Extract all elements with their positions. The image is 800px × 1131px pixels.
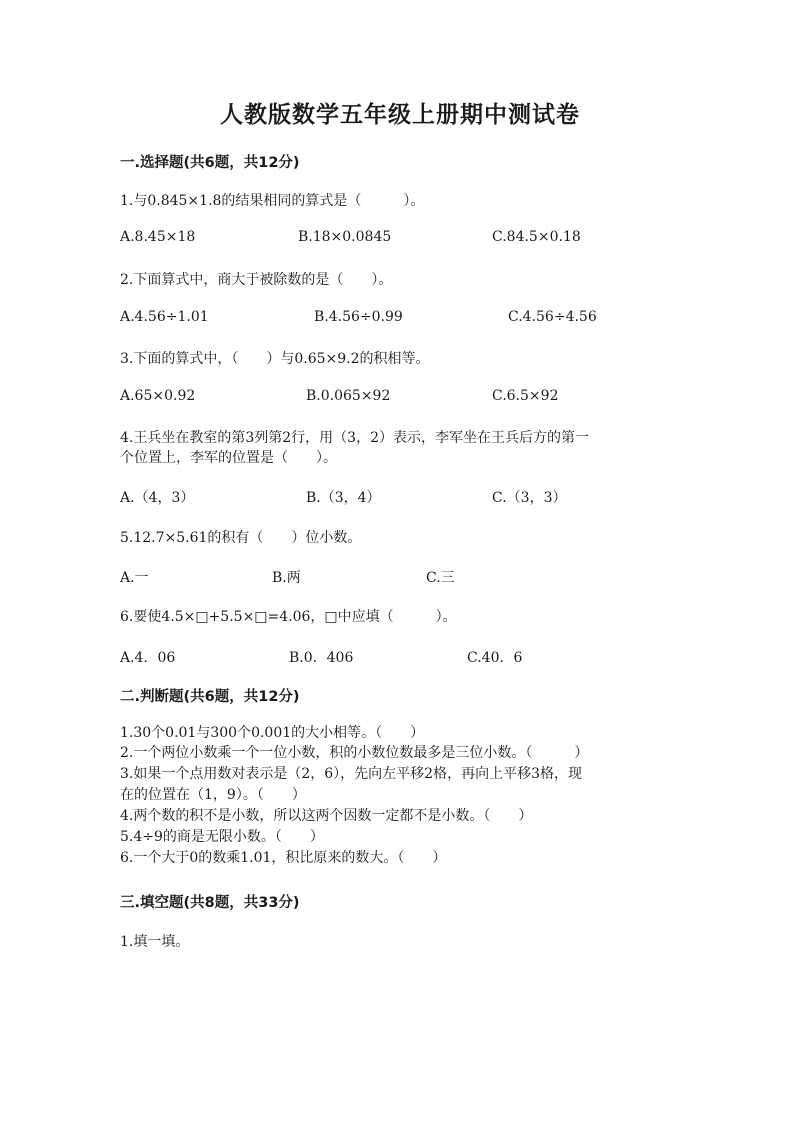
page-title: 人教版数学五年级上册期中测试卷	[220, 102, 580, 128]
option-c: C.三	[426, 570, 455, 586]
option-b: B.18×0.0845	[298, 229, 392, 245]
option-c: C.6.5×92	[492, 388, 559, 404]
option-a: A.4．06	[120, 650, 176, 666]
section-heading-choice: 一.选择题(共6题，共12分)	[120, 155, 300, 171]
true-false-item: 5.4÷9的商是无限小数。（ ）	[120, 829, 324, 845]
option-a: A.8.45×18	[120, 229, 196, 245]
option-a: A.（4，3）	[120, 490, 195, 506]
question-stem: 1.填一填。	[120, 934, 190, 950]
option-b: B.两	[272, 570, 301, 586]
option-c: C.（3，3）	[492, 490, 567, 506]
option-b: B.4.56÷0.99	[314, 309, 403, 325]
option-b: B.0．406	[289, 650, 354, 666]
true-false-item: 2.一个两位小数乘一个一位小数，积的小数位数最多是三位小数。（ ）	[120, 745, 589, 761]
question-stem: 5.12.7×5.61的积有（ ）位小数。	[120, 530, 362, 546]
true-false-item: 3.如果一个点用数对表示是（2，6），先向左平移2格，再向上平移3格，现	[120, 766, 582, 782]
question-stem: 6.要使4.5×□+5.5×□=4.06，□中应填（ ）。	[120, 609, 457, 625]
option-b: B.（3，4）	[306, 490, 381, 506]
option-b: B.0.065×92	[306, 388, 391, 404]
option-c: C.40．6	[467, 650, 523, 666]
option-a: A.4.56÷1.01	[120, 309, 209, 325]
true-false-item: 6.一个大于0的数乘1.01，积比原来的数大。（ ）	[120, 850, 447, 866]
true-false-item-continued: 在的位置在（1，9）。（ ）	[120, 787, 306, 803]
section-heading-true-false: 二.判断题(共6题，共12分)	[120, 689, 300, 705]
option-c: C.4.56÷4.56	[508, 309, 597, 325]
option-c: C.84.5×0.18	[492, 229, 581, 245]
true-false-item: 4.两个数的积不是小数，所以这两个因数一定都不是小数。（ ）	[120, 808, 533, 824]
option-a: A.65×0.92	[120, 388, 196, 404]
question-stem: 1.与0.845×1.8的结果相同的算式是（ ）。	[120, 193, 425, 209]
question-stem-continued: 个位置上，李军的位置是（ ）。	[120, 450, 337, 466]
section-heading-fill-blank: 三.填空题(共8题，共33分)	[120, 895, 300, 911]
true-false-item: 1.30个0.01与300个0.001的大小相等。（ ）	[120, 725, 425, 741]
option-a: A.一	[120, 570, 149, 586]
question-stem: 2.下面算式中，商大于被除数的是（ ）。	[120, 272, 393, 288]
question-stem: 3.下面的算式中，（ ）与0.65×9.2的积相等。	[120, 351, 430, 367]
question-stem: 4.王兵坐在教室的第3列第2行，用（3，2）表示，李军坐在王兵后方的第一	[120, 430, 589, 446]
